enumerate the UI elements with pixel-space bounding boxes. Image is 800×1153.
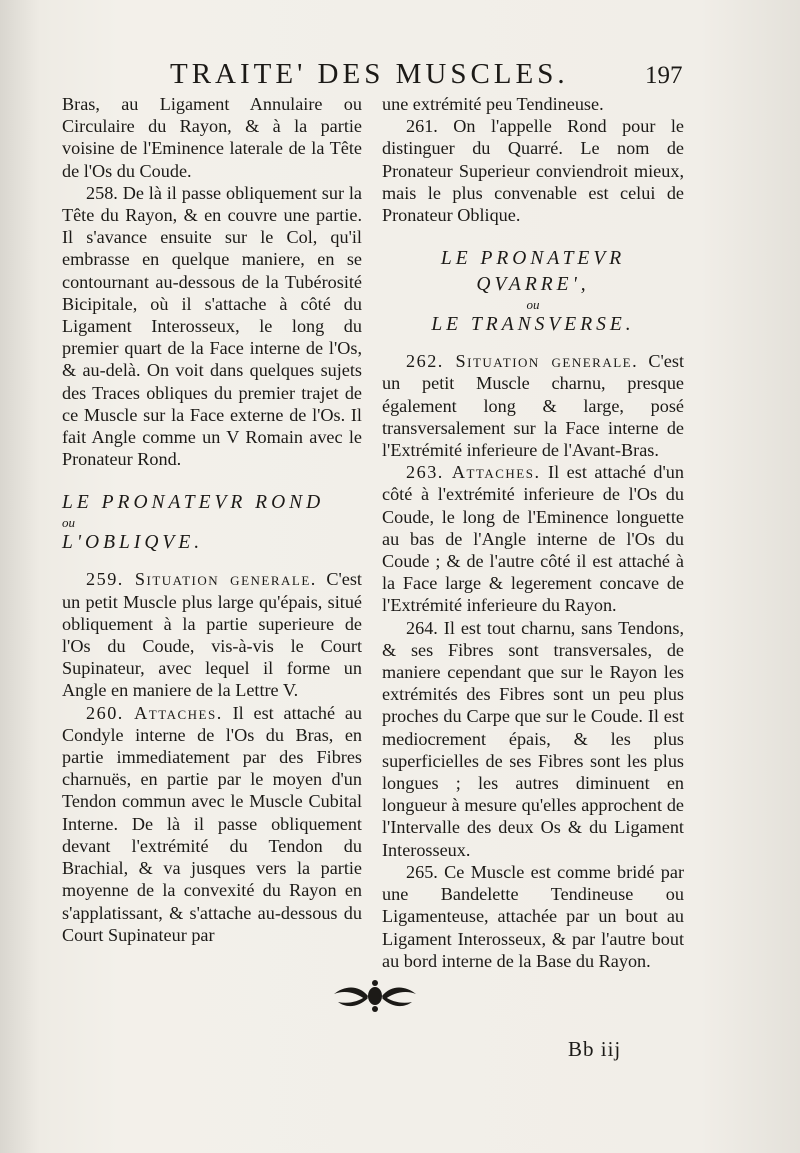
section-gap: [62, 479, 362, 481]
paragraph-264: 264. Il est tout charnu, sans Tendons, & ses Fibres sont transversales, de maniere cependant que sur le Rayon les extrémités des Fibres sont un peu plus proches du Carpe que sur le Coude. Il est mediocrement épais, & les plus superficielles de ses Fibres sont les plus longues ; les autres diminuent en longueur à mesure qu'elles approchent de l'Intervalle des deux Os & du Ligament Interosseux.: [382, 617, 684, 860]
heading-line-2: LE TRANSVERSE.: [431, 314, 635, 336]
section-heading-pronateur-quarre: [382, 246, 684, 338]
left-column: [62, 93, 362, 946]
paragraph-body: C'est un petit Muscle plus large qu'épais, situé obliquement à la partie superieure de l'Os du Coude, vis-à-vis le Court Supinateur, avec lequel il forme un Angle en maniere de la Lettre V.: [62, 569, 362, 701]
paragraph-body: Il est attaché au Condyle interne de l'Os du Bras, en partie immediatement par des Fibres charnuës, en partie par le moyen d'un Tendon commun avec le Muscle Cubital Interne. De là il passe obliquement devant l'extrémité du Tendon du Brachial, & va jusques vers la partie moyenne de la convexité du Rayon en s'applatissant, & s'attache au-dessous du Court Supinateur par: [62, 702, 362, 945]
paragraph-body: Il est attaché d'un côté à l'extrémité inferieure de l'Os du Coude, le long de l'Eminence longuette au bas de l'Angle interne de l'Os du Coude ; & de l'autre côté il est attaché à la Face large & legerement concave de l'Extrémité inferieure du Rayon.: [382, 462, 684, 616]
paragraph-263: [382, 461, 684, 616]
heading-line-2: L'OBLIQVE.: [62, 532, 204, 554]
right-column: [382, 93, 684, 972]
signature-mark: Bb iij: [568, 1037, 622, 1061]
heading-ou: ou: [62, 515, 75, 531]
section-gap: [382, 235, 684, 237]
paragraph-lead: 260. Attaches.: [86, 702, 223, 723]
paragraph-lead: 259. Situation generale.: [86, 569, 317, 590]
section-gap: [382, 340, 684, 350]
paragraph-lead: 262. Situation generale.: [406, 351, 639, 372]
paragraph-262: [382, 350, 684, 461]
paragraph-260: [62, 702, 362, 946]
paragraph-265: 265. Ce Muscle est comme bridé par une Bandelette Tendineuse ou Ligamenteuse, attachée par un bout au Ligament Interosseux, & par l'autre bout au bord interne de la Base du Rayon.: [382, 861, 684, 971]
fleuron-ornament: [330, 978, 420, 1014]
page-number: 197: [645, 62, 683, 89]
page-header: [60, 58, 720, 98]
paragraph-261: 261. On l'appelle Rond pour le distinguer du Quarré. Le nom de Pronateur Superieur conviendroit mieux, mais le plus convenable est celui de Pronateur Oblique.: [382, 116, 684, 226]
heading-line-1: LE PRONATEVR QVARRE',: [440, 248, 626, 296]
heading-line-1: LE PRONATEVR ROND: [62, 492, 325, 514]
section-gap: [62, 558, 362, 568]
running-title: TRAITE' DES MUSCLES.: [170, 58, 569, 90]
paragraph-continued: Bras, au Ligament Annulaire ou Circulaire du Rayon, & à la partie voisine de l'Eminence laterale de la Tête de l'Os du Coude.: [62, 94, 362, 181]
paragraph-lead: 263. Attaches.: [406, 462, 541, 483]
paragraph-258: 258. De là il passe obliquement sur la Tête du Rayon, & en couvre une partie. Il s'avance ensuite sur le Col, qu'il embrasse en quelque maniere, en se contournant au-dessous de la Tubérosité Bicipitale, où il s'attache à côté du Ligament Interosseux, le long du premier quart de la Face interne de l'Os, & au-delà. On voit dans quelques sujets des Traces obliques du premier trajet de ce Muscle sur la Face externe de l'Os. Il fait Angle comme un V Romain avec le Pronateur Rond.: [62, 182, 362, 470]
section-heading-pronateur-rond: [62, 490, 362, 556]
paragraph-259: [62, 568, 362, 701]
heading-ou: ou: [526, 297, 540, 313]
paragraph-continued: une extrémité peu Tendineuse.: [382, 94, 604, 114]
paragraph-body: C'est un petit Muscle charnu, presque également long & large, posé transversalement sur la Face interne de l'Extrémité inferieure de l'Avant-Bras.: [382, 351, 685, 461]
